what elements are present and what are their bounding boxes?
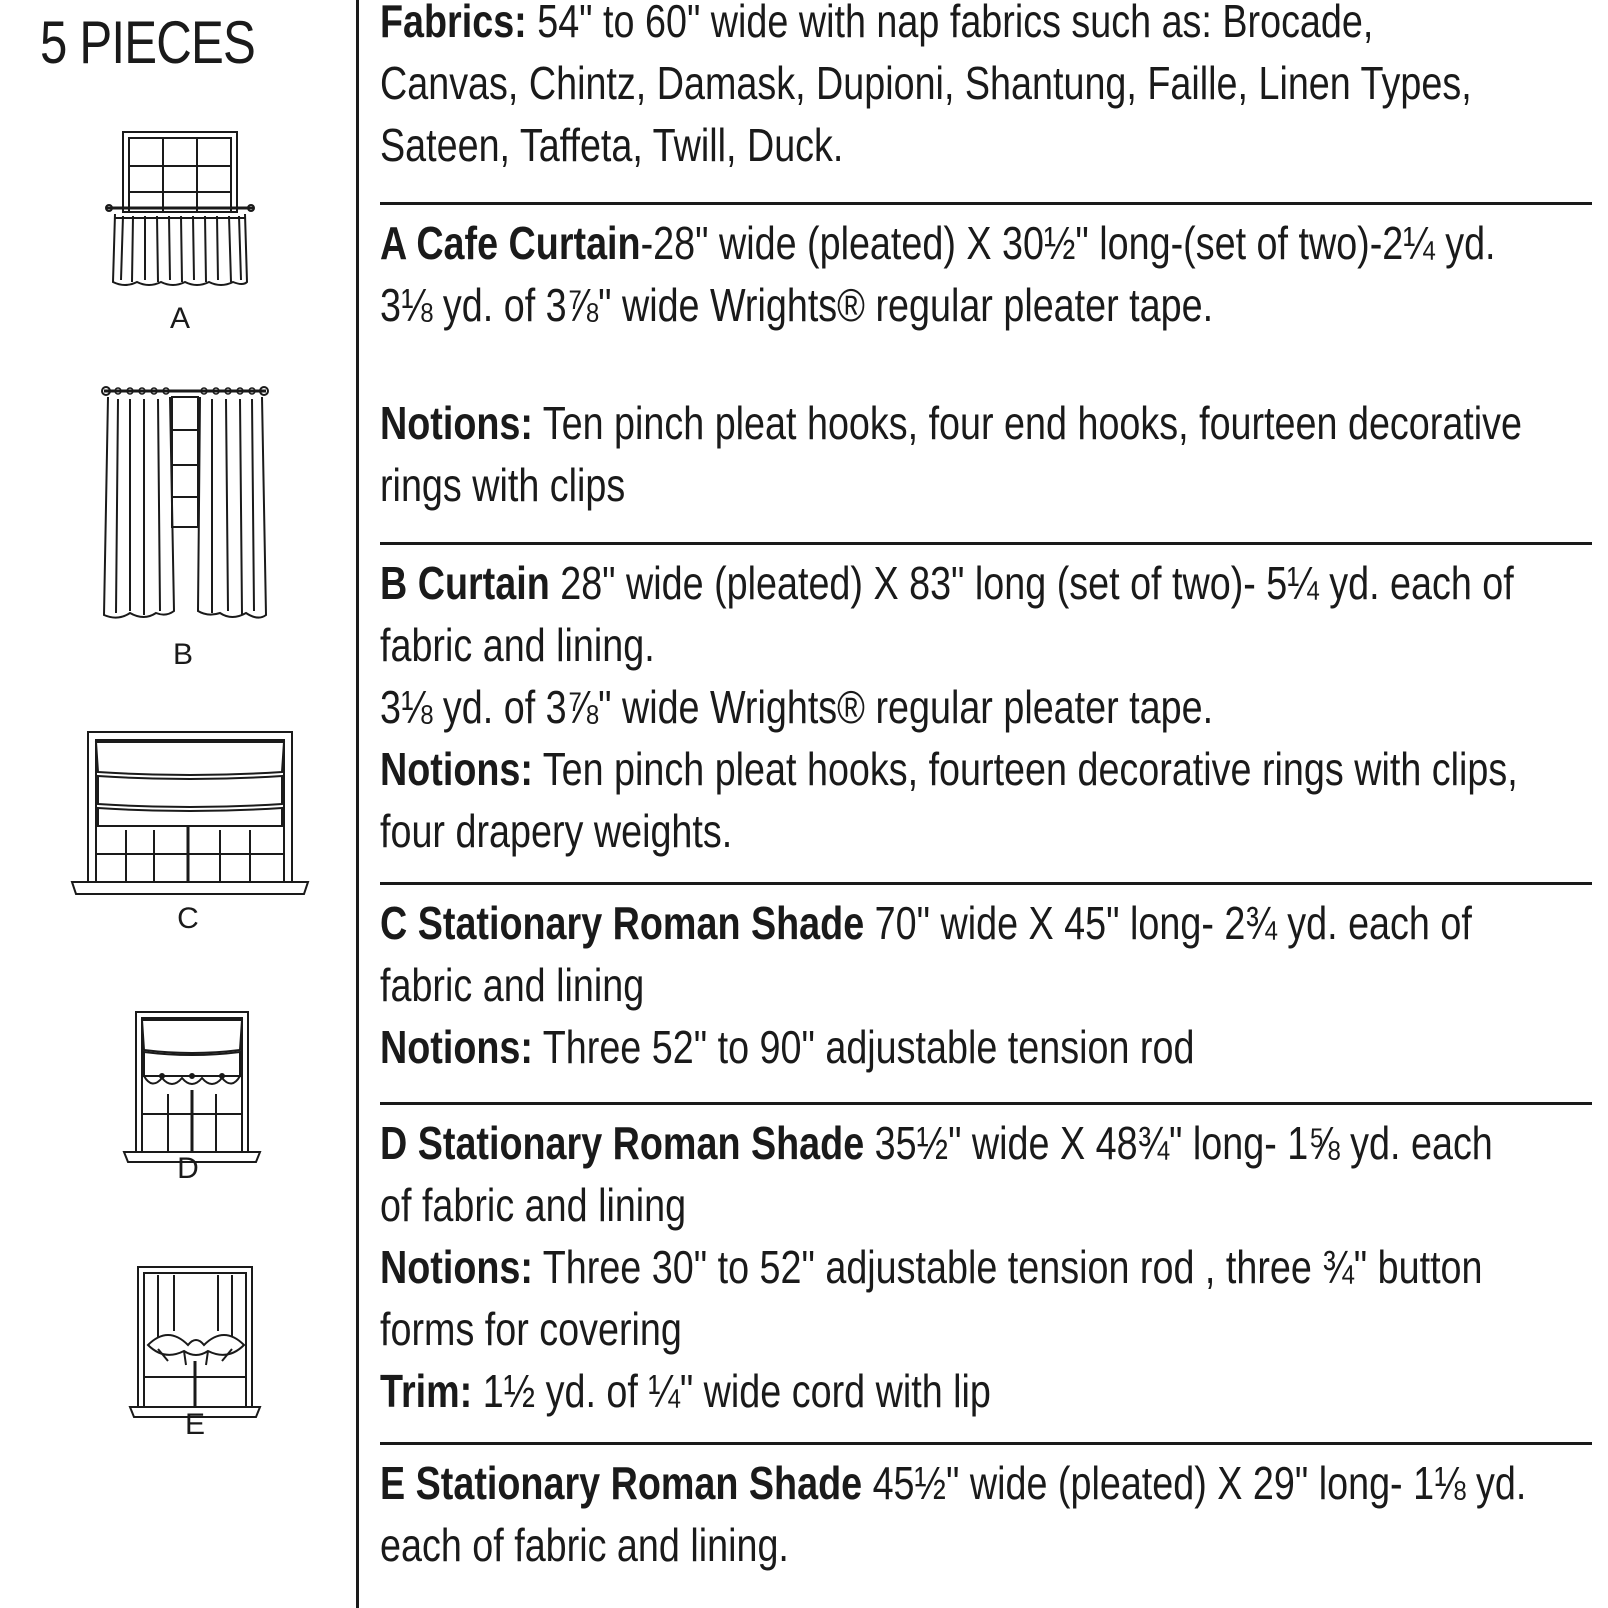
view-b-line-3: 3⅛ yd. of 3⅞" wide Wrights® regular pleater tape. xyxy=(380,681,1214,733)
view-e-line-1: E Stationary Roman Shade 45½" wide (pleated) X 29" long- 1⅛ yd. xyxy=(380,1457,1527,1509)
view-e-line-2: each of fabric and lining. xyxy=(380,1519,789,1571)
view-d-section xyxy=(380,1112,1590,1422)
view-b-letter: B xyxy=(172,638,193,671)
fabrics-line-1: Fabrics: 54" to 60" wide with nap fabrics such as: Brocade, xyxy=(380,0,1590,52)
view-d-notions-line-2: forms for covering xyxy=(380,1303,682,1355)
view-a-notions-line-2: rings with clips xyxy=(380,459,626,511)
divider-rule xyxy=(380,882,1592,885)
view-b-notions-line-1: Notions: Ten pinch pleat hooks, fourteen decorative rings with clips, xyxy=(380,743,1518,795)
fabrics-section xyxy=(380,0,1590,176)
view-c xyxy=(70,730,310,905)
view-b-section xyxy=(380,552,1590,862)
view-d-trim-line: Trim: 1½ yd. of ¼" wide cord with lip xyxy=(380,1365,991,1417)
view-a xyxy=(105,130,255,290)
view-d xyxy=(122,1010,262,1170)
view-d-notions-line-1: Notions: Three 30" to 52" adjustable tension rod , three ¾" button xyxy=(380,1241,1483,1293)
view-b xyxy=(100,385,270,630)
view-b-name: B Curtain xyxy=(380,557,550,609)
cafe-curtain-icon xyxy=(105,130,255,290)
pieces-title: 5 PIECES xyxy=(40,9,255,76)
notions-label: Notions: xyxy=(380,1241,533,1293)
fabrics-line-2: Canvas, Chintz, Damask, Dupioni, Shantung, Faille, Linen Types, xyxy=(380,57,1472,109)
view-a-line-1: A Cafe Curtain-28" wide (pleated) X 30½" long-(set of two)-2¼ yd. xyxy=(380,217,1496,269)
view-a-line-2: 3⅛ yd. of 3⅞" wide Wrights® regular pleater tape. xyxy=(380,279,1214,331)
column-divider xyxy=(356,0,359,1608)
trim-label: Trim: xyxy=(380,1365,473,1417)
view-e xyxy=(128,1265,268,1425)
view-c-notions-line-1: Notions: Three 52" to 90" adjustable tension rod xyxy=(380,1021,1195,1073)
view-a-name: A Cafe Curtain xyxy=(380,217,641,269)
pattern-details xyxy=(380,0,1590,1608)
view-c-name: C Stationary Roman Shade xyxy=(380,897,865,949)
view-e-name: E Stationary Roman Shade xyxy=(380,1457,863,1509)
view-a-section xyxy=(380,212,1590,336)
divider-rule xyxy=(380,202,1592,205)
view-d-line-1: D Stationary Roman Shade 35½" wide X 48¾" long- 1⅝ yd. each xyxy=(380,1117,1493,1169)
view-c-line-1: C Stationary Roman Shade 70" wide X 45" long- 2¾ yd. each of xyxy=(380,897,1472,949)
view-e-section xyxy=(380,1452,1590,1576)
roman-shade-e-icon xyxy=(128,1265,268,1425)
view-a-notions-line-1: Notions: Ten pinch pleat hooks, four end hooks, fourteen decorative xyxy=(380,397,1523,449)
notions-label: Notions: xyxy=(380,397,533,449)
view-b-line-1: B Curtain 28" wide (pleated) X 83" long (set of two)- 5¼ yd. each of xyxy=(380,557,1514,609)
divider-rule xyxy=(380,1442,1592,1445)
fabrics-label: Fabrics: xyxy=(380,0,527,47)
view-a-letter: A xyxy=(169,302,190,335)
view-c-section xyxy=(380,892,1590,1078)
view-c-line-2: fabric and lining xyxy=(380,959,645,1011)
view-c-letter: C xyxy=(177,902,199,935)
divider-rule xyxy=(380,1102,1592,1105)
roman-shade-c-icon xyxy=(70,730,310,905)
view-b-notions-line-2: four drapery weights. xyxy=(380,805,733,857)
notions-label: Notions: xyxy=(380,1021,533,1073)
view-d-letter: D xyxy=(177,1152,199,1185)
view-d-line-2: of fabric and lining xyxy=(380,1179,687,1231)
view-e-letter: E xyxy=(184,1408,205,1441)
view-d-name: D Stationary Roman Shade xyxy=(380,1117,865,1169)
view-a-notions xyxy=(380,392,1590,516)
views-column xyxy=(0,0,355,1608)
curtain-icon xyxy=(100,385,270,630)
notions-label: Notions: xyxy=(380,743,533,795)
fabrics-line-3: Sateen, Taffeta, Twill, Duck. xyxy=(380,119,844,171)
roman-shade-d-icon xyxy=(122,1010,262,1170)
divider-rule xyxy=(380,542,1592,545)
view-b-line-2: fabric and lining. xyxy=(380,619,655,671)
